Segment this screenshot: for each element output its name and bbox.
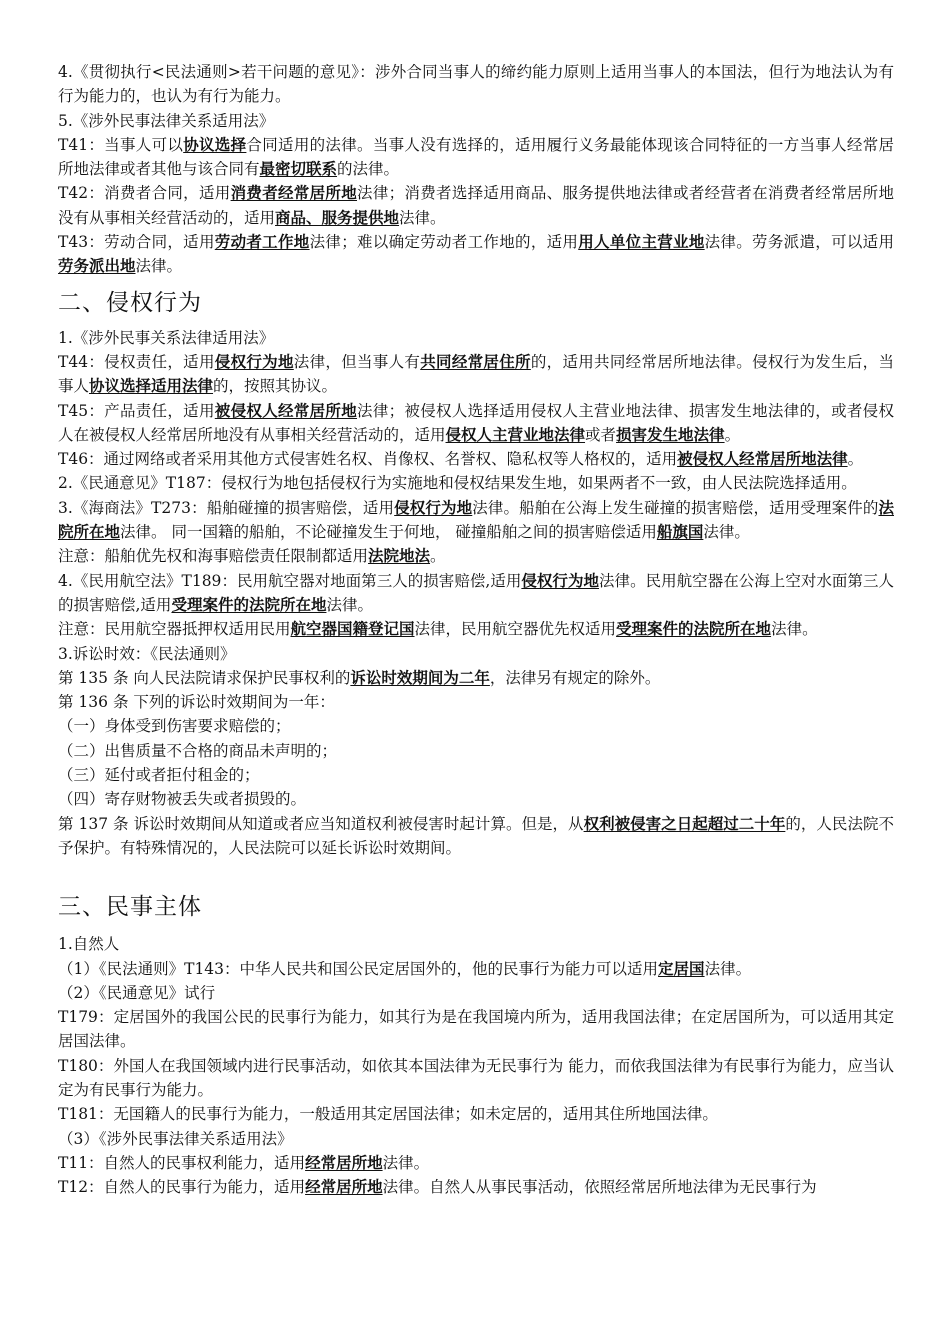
emphasized-term: 协议选择 [183, 134, 247, 154]
emphasized-term: 劳务派出地 [58, 256, 136, 276]
text-run: 法律。 [771, 620, 818, 639]
text-run: 2.《民通意见》T187：侵权行为地包括侵权行为实施地和侵权结果发生地，如果两者不一致，由人民法院选择适用。 [58, 474, 857, 493]
text-run: （1）《民法通则》T143：中华人民共和国公民定居国外的，他的民事行为能力可以适用 [58, 959, 659, 978]
text-run: T12：自然人的民事行为能力，适用 [58, 1178, 306, 1197]
emphasized-term: 协议选择适用法律 [89, 376, 214, 396]
document-page [58, 60, 894, 1199]
text-run: 3.诉讼时效：《民法通则》 [58, 644, 236, 663]
emphasized-term: 共同经常居住所 [420, 351, 531, 371]
text-run: 。 [724, 425, 741, 444]
text-run: 的法律。 [337, 160, 400, 179]
text-run: （四）寄存财物被丢失或者损毁的。 [58, 790, 307, 809]
emphasized-term: 船旗国 [656, 522, 704, 542]
emphasized-term: 消费者经常居所地 [230, 183, 358, 203]
text-run: 注意：民用航空器抵押权适用民用 [58, 620, 291, 639]
section-civil-subject [58, 932, 894, 1199]
paragraph [58, 763, 894, 787]
text-run: T179：定居国外的我国公民的民事行为能力，如其行为是在我国境内所为，适用我国法律；在定居国所为，可以适用其定居国法律。 [58, 1008, 894, 1051]
text-run: 法律；难以确定劳动者工作地的，适用 [309, 233, 579, 252]
paragraph [58, 690, 894, 714]
paragraph [58, 617, 894, 641]
paragraph [58, 787, 894, 811]
text-run: 或者 [585, 425, 617, 444]
text-run: 3.《海商法》T273：船舶碰撞的损害赔偿，适用 [58, 498, 395, 517]
text-run: 第 135 条 向人民法院请求保护民事权利的 [58, 668, 351, 687]
paragraph [58, 569, 894, 618]
text-run: T42：消费者合同，适用 [58, 184, 231, 203]
text-run: 注意：船舶优先权和海事赔偿责任限制都适用 [58, 547, 369, 566]
text-run: 法律，但当事人有 [293, 352, 421, 371]
paragraph [58, 544, 894, 568]
emphasized-term: 侵权行为地 [214, 351, 294, 371]
emphasized-term: 受理案件的法院所在地 [616, 619, 772, 639]
emphasized-term: 最密切联系 [259, 159, 338, 179]
paragraph [58, 812, 894, 861]
text-run: 1.《涉外民事关系法律适用法》 [58, 328, 275, 347]
emphasized-term: 劳动者工作地 [214, 232, 310, 252]
text-run: （一）身体受到伤害要求赔偿的； [58, 717, 291, 736]
text-run: T43：劳动合同，适用 [58, 233, 215, 252]
text-run: 法律。 同一国籍的船舶，不论碰撞发生于何地， 碰撞船舶之间的损害赔偿适用 [120, 523, 657, 542]
text-run: T44：侵权责任，适用 [58, 352, 215, 371]
text-run: （三）延付或者拒付租金的； [58, 766, 260, 785]
paragraph [58, 666, 894, 690]
emphasized-term: 法院所在地 [58, 497, 894, 542]
text-run: 的，适用共同经常居所地法律。侵权行为发生后，当事人 [58, 352, 894, 396]
heading-civil-subject: 三、民事主体 [58, 894, 202, 921]
text-run: T46：通过网络或者采用其他方式侵害姓名权、肖像权、名誉权、隐私权等人格权的，适用 [58, 450, 678, 469]
text-run: 法律。 [399, 208, 446, 227]
paragraph [58, 1102, 894, 1126]
text-run: 4.《贯彻执行<民法通则>若干问题的意见》：涉外合同当事人的缔约能力原则上适用当事人的本国法，但行为地法认为有行为能力的，也认为有行为能力。 [58, 63, 894, 106]
text-run: 4.《民用航空法》T189：民用航空器对地面第三人的损害赔偿,适用 [58, 571, 522, 590]
paragraph [58, 109, 894, 133]
paragraph [58, 133, 894, 182]
emphasized-term: 被侵权人经常居所地法律 [677, 449, 848, 469]
emphasized-term: 受理案件的法院所在地 [171, 594, 327, 614]
text-run: 法律。 [326, 595, 373, 614]
text-run: ，法律另有规定的除外。 [489, 668, 661, 687]
text-run: （2）《民通意见》试行 [58, 983, 216, 1002]
text-run: 法律。劳务派遣，可以适用 [704, 233, 894, 252]
emphasized-term: 法院地法 [368, 546, 431, 566]
text-run: 的，按照其协议。 [213, 377, 338, 396]
emphasized-term: 航空器国籍登记国 [290, 619, 415, 639]
paragraph [58, 326, 894, 350]
paragraph [58, 60, 894, 109]
heading-tort: 二、侵权行为 [58, 289, 202, 316]
paragraph [58, 471, 894, 495]
emphasized-term: 用人单位主营业地 [578, 232, 705, 252]
paragraph [58, 1127, 894, 1151]
text-run: 法律。自然人从事民事活动，依照经常居所地法律为无民事行为 [382, 1178, 817, 1197]
emphasized-term: 权利被侵害之日起超过二十年 [583, 813, 786, 833]
text-run: （3）《涉外民事法律关系适用法》 [58, 1129, 293, 1148]
text-run: T45：产品责任，适用 [58, 401, 215, 420]
text-run: 1.自然人 [58, 935, 120, 954]
paragraph [58, 1005, 894, 1054]
text-run: T180：外国人在我国领域内进行民事活动，如依其本国法律为无民事行为 能力，而依我国法律为有民事行为能力，应当认定为有民事行为能力。 [58, 1056, 894, 1099]
paragraph [58, 642, 894, 666]
paragraph [58, 981, 894, 1005]
emphasized-term: 诉讼时效期间为二年 [350, 667, 490, 687]
text-run: 5.《涉外民事法律关系适用法》 [58, 111, 275, 130]
text-run: 法律。 [704, 959, 752, 978]
emphasized-term: 商品、服务提供地 [275, 207, 400, 227]
paragraph [58, 714, 894, 738]
text-run: 。 [430, 547, 446, 566]
text-run: 法律；消费者选择适用商品、服务提供地法律或者经营者在消费者经常居所地没有从事相关经营活动的，适用 [58, 184, 894, 227]
text-run: T11：自然人的民事权利能力，适用 [58, 1153, 306, 1172]
text-run: T41：当事人可以 [58, 135, 184, 154]
section-tort [58, 326, 894, 861]
emphasized-term: 经常居所地 [305, 1177, 383, 1197]
paragraph [58, 1175, 894, 1199]
text-run: 法律，民用航空器优先权适用 [414, 620, 617, 639]
paragraph [58, 1151, 894, 1175]
text-run: 法律。 [135, 257, 183, 276]
text-run: 法律。民用航空器在公海上空对水面第三人的损害赔偿,适用 [58, 571, 894, 614]
text-run: 第 136 条 下列的诉讼时效期间为一年： [58, 693, 335, 712]
emphasized-term: 侵权人主营业地法律 [445, 424, 586, 444]
paragraph [58, 739, 894, 763]
text-run: 。 [847, 450, 864, 469]
paragraph [58, 399, 894, 448]
emphasized-term: 经常居所地 [305, 1152, 383, 1172]
text-run: 法律。船舶在公海上发生碰撞的损害赔偿，适用受理案件的 [472, 498, 879, 517]
text-run: 法律；被侵权人选择适用侵权人主营业地法律、损害发生地法律的，或者侵权人在被侵权人经常居所地没有从事相关经营活动的，适用 [58, 401, 894, 444]
section-contract-tail [58, 60, 894, 279]
text-run: （二）出售质量不合格的商品未声明的； [58, 741, 338, 760]
text-run: 的，人民法院不予保护。有特殊情况的，人民法院可以延长诉讼时效期间。 [58, 814, 894, 857]
text-run: 合同适用的法律。当事人没有选择的，适用履行义务最能体现该合同特征的一方当事人经常居所地法律或者其他与该合同有 [58, 135, 894, 179]
text-run: 法律。 [703, 523, 750, 542]
text-run: 第 137 条 诉讼时效期间从知道或者应当知道权利被侵害时起计算。但是，从 [58, 814, 584, 833]
emphasized-term: 损害发生地法律 [616, 424, 725, 444]
paragraph [58, 350, 894, 399]
paragraph [58, 1054, 894, 1103]
emphasized-term: 侵权行为地 [394, 497, 473, 517]
emphasized-term: 定居国 [658, 958, 705, 978]
paragraph [58, 447, 894, 471]
paragraph [58, 932, 894, 956]
text-run: 法律。 [382, 1153, 430, 1172]
emphasized-term: 被侵权人经常居所地 [214, 400, 358, 420]
paragraph [58, 957, 894, 981]
text-run: T181：无国籍人的民事行为能力，一般适用其定居国法律；如未定居的，适用其住所地国法律。 [58, 1105, 718, 1124]
emphasized-term: 侵权行为地 [521, 570, 600, 590]
paragraph [58, 496, 894, 545]
paragraph [58, 230, 894, 279]
paragraph [58, 181, 894, 230]
